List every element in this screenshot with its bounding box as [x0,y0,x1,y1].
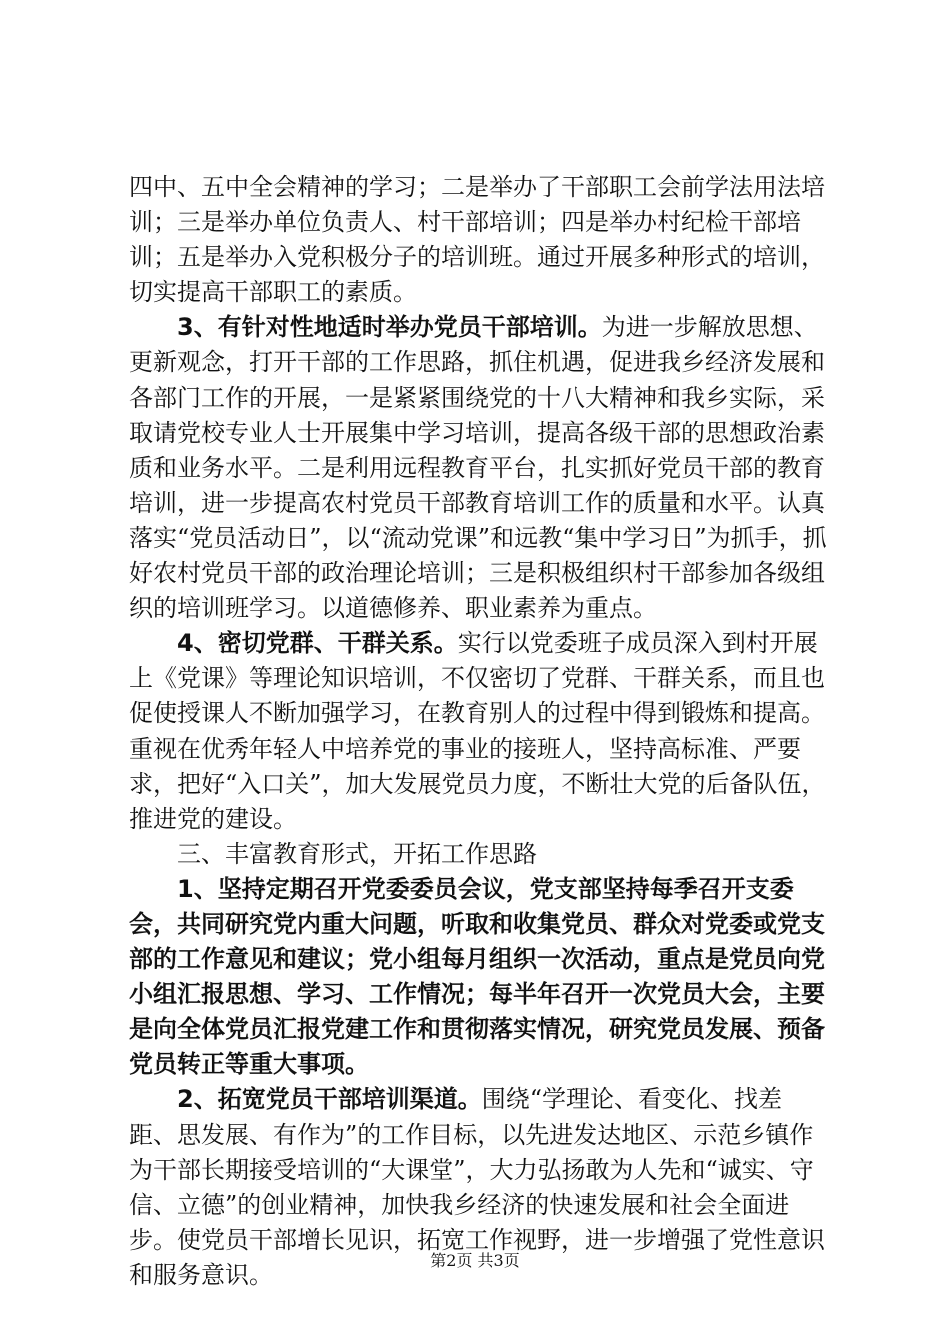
paragraph-party-cadre-training [129,310,829,626]
page-number-footer: 第2页 共3页 [430,1251,520,1270]
paragraph-heading: 2、拓宽党员干部培训渠道。 [177,1085,482,1114]
document-body [129,170,829,1293]
paragraph-training-list: 四中、五中全会精神的学习；二是举办了干部职工会前学法用法培训；三是举办单位负责人、村干部培训；四是举办村纪检干部培训；五是举办入党积极分子的培训班。通过开展多种形式的培训，切实提高干部职工的素质。 [129,173,825,307]
paragraph-heading: 4、密切党群、干群关系。 [177,629,458,658]
paragraph-text: 为进一步解放思想、更新观念，打开干部的工作思路，抓住机遇，促进我乡经济发展和各部门工作的开展，一是紧紧围绕党的十八大精神和我乡实际，采取请党校专业人士开展集中学习培训，提高各级干部的思想政治素质和业务水平。二是利用远程教育平台，扎实抓好党员干部的教育培训，进一步提高农村党员干部教育培训工作的质量和水平。认真落实“党员活动日”，以“流动党课”和远教“集中学习日”为抓手，抓好农村党员干部的政治理论培训；三是积极组织村干部参加各级组织的培训班学习。以道德修养、职业素养为重点。 [129,313,827,623]
paragraph-party-relations [129,626,829,837]
section-heading: 三、丰富教育形式，开拓工作思路 [177,839,537,868]
paragraph-heading: 3、有针对性地适时举办党员干部培训。 [177,313,602,342]
paragraph-text: 围绕“学理论、看变化、找差距、思发展、有作为”的工作目标，以先进发达地区、示范乡镇作为干部长期接受培训的“大课堂”，大力弘扬敢为人先和“诚实、守信、立德”的创业精神，加快我乡经济的快速发展和社会全面进步。使党员干部增长见识，拓宽工作视野，进一步增强了党性意识和服务意识。 [129,1085,825,1289]
paragraph-text: 实行以党委班子成员深入到村开展上《党课》等理论知识培训，不仅密切了党群、干群关系，而且也促使授课人不断加强学习，在教育别人的过程中得到锻炼和提高。重视在优秀年轻人中培养党的事业的接班人，坚持高标准、严要求，把好“入口关”，加大发展党员力度，不断壮大党的后备队伍，推进党的建设。 [129,629,826,833]
paragraph-regular-meetings: 1、坚持定期召开党委委员会议，党支部坚持每季召开支委会，共同研究党内重大问题，听取和收集党员、群众对党委或党支部的工作意见和建议；党小组每月组织一次活动，重点是党员向党小组汇报思想、学习、工作情况；每半年召开一次党员大会，主要是向全体党员汇报党建工作和贯彻落实情况，研究党员发展、预备党员转正等重大事项。 [129,874,825,1079]
